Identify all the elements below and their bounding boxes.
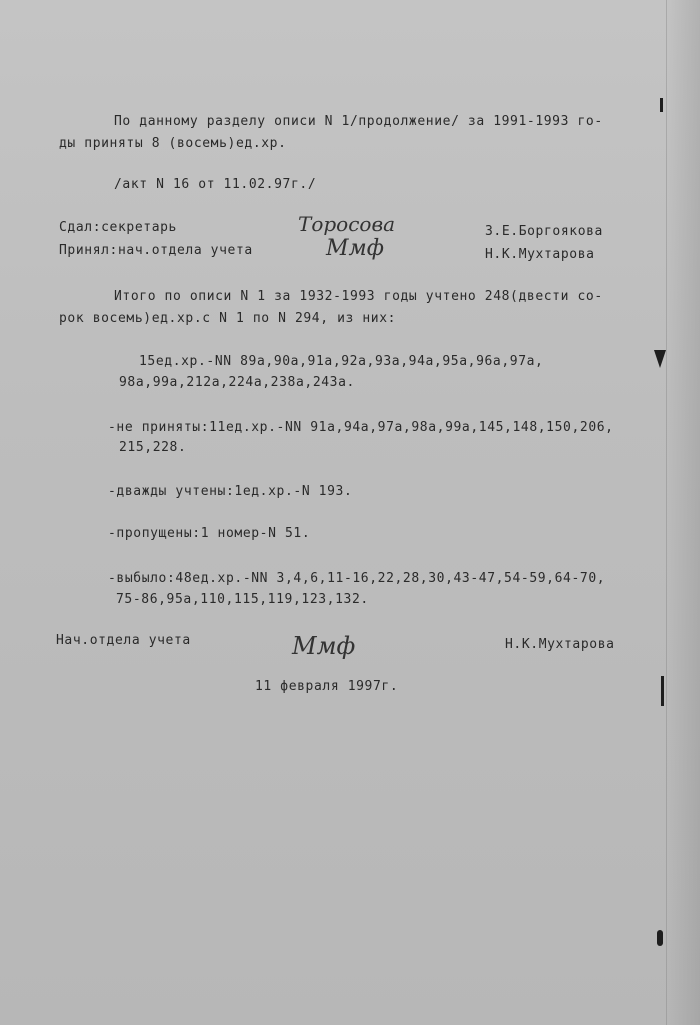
footer-label: Нач.отдела учета [56, 633, 191, 648]
dropped-line2: 75-86,95а,110,115,119,123,132. [116, 592, 369, 607]
para1-line1: По данному разделу описи N 1/продолжение/ за 1991-1993 го- [114, 114, 603, 129]
footer-signature: Ммф [292, 632, 356, 660]
received-signature: Ммф [326, 236, 384, 261]
binding-mark-1 [660, 98, 663, 112]
handed-name: З.Е.Боргоякова [485, 224, 603, 239]
total-line2: рок восемь)ед.хр.с N 1 по N 294, из них: [59, 311, 397, 326]
act-reference: /акт N 16 от 11.02.97г./ [114, 177, 317, 192]
page-fold-line [666, 0, 667, 1025]
dropped-line1: -выбыло:48ед.хр.-NN 3,4,6,11-16,22,28,30,43-47,54-59,64-70, [108, 571, 606, 586]
binding-hole-1 [654, 350, 666, 368]
not-accepted-line2: 215,228. [119, 440, 187, 455]
handed-signature: Торосова [298, 212, 396, 236]
not-accepted-line1: -не приняты:11ед.хр.-NN 91а,94а,97а,98а,99а,145,148,150,206, [108, 420, 614, 435]
binding-mark-2 [661, 676, 664, 706]
list-a-line2: 98а,99а,212а,224а,238а,243а. [119, 375, 355, 390]
handed-label: Сдал:секретарь [59, 220, 177, 235]
document-date: 11 февраля 1997г. [255, 679, 399, 694]
received-name: Н.К.Мухтарова [485, 247, 595, 262]
footer-name: Н.К.Мухтарова [505, 637, 615, 652]
binding-hole-2 [657, 930, 663, 946]
list-a-line1: 15ед.хр.-NN 89а,90а,91а,92а,93а,94а,95а,96а,97а, [139, 354, 544, 369]
page-edge-shadow [666, 0, 700, 1025]
para1-line2: ды приняты 8 (восемь)ед.хр. [59, 136, 287, 151]
twice-counted: -дважды учтены:1ед.хр.-N 193. [108, 484, 353, 499]
skipped-number: -пропущены:1 номер-N 51. [108, 526, 311, 541]
total-line1: Итого по описи N 1 за 1932-1993 годы учтено 248(двести со- [114, 289, 603, 304]
received-label: Принял:нач.отдела учета [59, 243, 253, 258]
